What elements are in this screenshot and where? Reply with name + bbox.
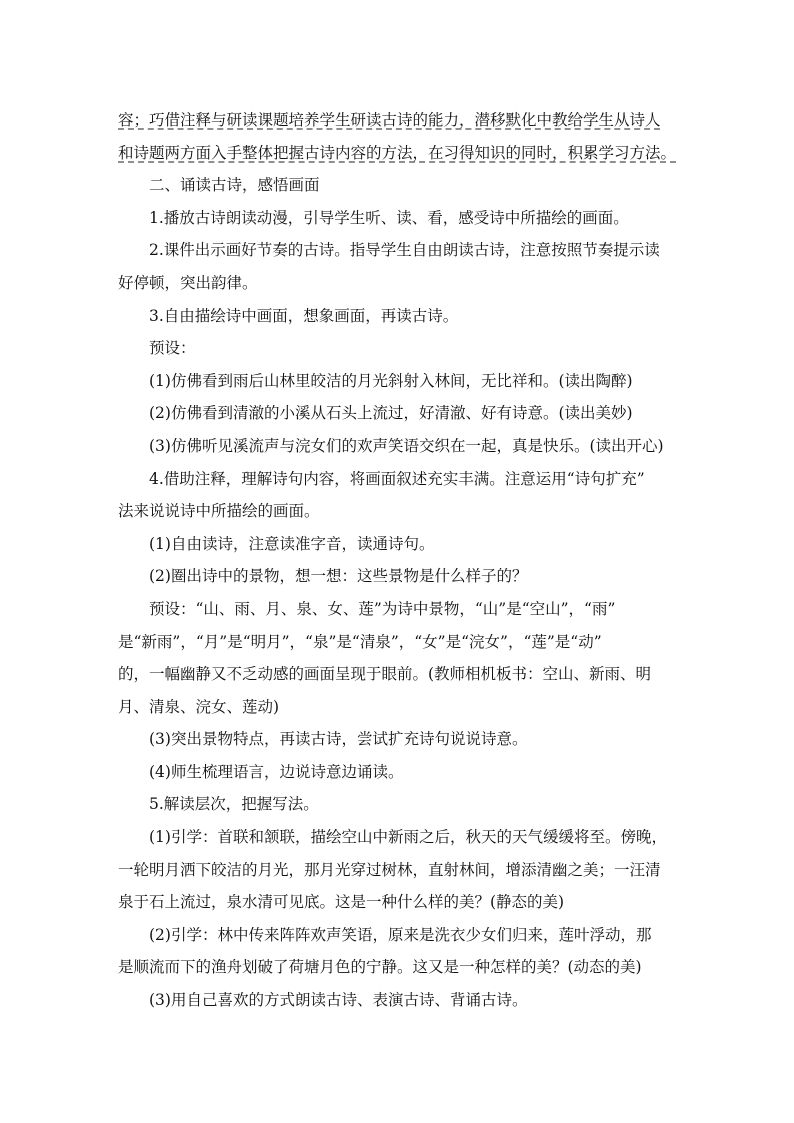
- paragraph-line: 3.自由描绘诗中画面，想象画面，再读古诗。: [149, 306, 459, 325]
- paragraph-line: 泉于石上流过，泉水清可见底。这是一种什么样的美？(静态的美): [118, 893, 565, 912]
- paragraph-line: 5.解读层次，把握写法。: [149, 795, 319, 814]
- paragraph-line: 是“新雨”，“月”是“明月”，“泉”是“清泉”，“女”是“浣女”，“莲”是“动”: [118, 632, 602, 651]
- paragraph-line: 是顺流而下的渔舟划破了荷塘月色的宁静。这又是一种怎样的美？(动态的美): [118, 958, 642, 977]
- list-item: (2)仿佛看到清澈的小溪从石头上流过，好清澈、好有诗意。(读出美妙): [149, 404, 633, 423]
- paragraph-line: 和诗题两方面入手整体把握古诗内容的方法，在习得知识的同时，积累学习方法。: [118, 143, 677, 162]
- paragraph-line: 好停顿，突出韵律。: [118, 273, 258, 292]
- list-item: (4)师生梳理语言，边说诗意边诵读。: [149, 762, 404, 781]
- paragraph-line: 4.借助注释，理解诗句内容，将画面叙述充实丰满。注意运用“诗句扩充”: [149, 469, 645, 488]
- list-item: (3)突出景物特点，再读古诗，尝试扩充诗句说说诗意。: [149, 730, 528, 749]
- paragraph-line: 预设：“山、雨、月、泉、女、莲”为诗中景物，“山”是“空山”，“雨”: [149, 599, 616, 618]
- list-item: (1)引学：首联和颔联，描绘空山中新雨之后，秋天的天气缓缓将至。傍晚，: [149, 828, 667, 847]
- paragraph-line: 预设：: [149, 339, 196, 358]
- list-item: (3)仿佛听见溪流声与浣女们的欢声笑语交织在一起，真是快乐。(读出开心): [149, 436, 664, 455]
- list-item: (1)自由读诗，注意读准字音，读通诗句。: [149, 534, 435, 553]
- paragraph-line: 一轮明月洒下皎洁的月光，那月光穿过树林，直射林间，增添清幽之美；一汪清: [118, 860, 661, 879]
- list-item: (2)引学：林中传来阵阵欢声笑语，原来是洗衣少女们归来，莲叶浮动，那: [149, 925, 652, 944]
- paragraph-line: 法来说说诗中所描绘的画面。: [118, 502, 320, 521]
- section-heading: 二、诵读古诗，感悟画面: [149, 176, 320, 195]
- document-body: [118, 104, 678, 1017]
- paragraph-line: 的，一幅幽静又不乏动感的画面呈现于眼前。(教师相机板书：空山、新雨、明: [118, 665, 652, 684]
- list-item: (1)仿佛看到雨后山林里皎洁的月光斜射入林间，无比祥和。(读出陶醉): [149, 371, 633, 390]
- paragraph-line: 月、清泉、浣女、莲动): [118, 697, 280, 716]
- list-item: (2)圈出诗中的景物，想一想：这些景物是什么样子的？: [149, 567, 528, 586]
- paragraph-line: 容；巧借注释与研读课题培养学生研读古诗的能力，潜移默化中教给学生从诗人: [118, 111, 661, 129]
- list-item: (3)用自己喜欢的方式朗读古诗、表演古诗、背诵古诗。: [149, 991, 528, 1010]
- paragraph-line: 2.课件出示画好节奏的古诗。指导学生自由朗读古诗，注意按照节奏提示读: [149, 241, 660, 260]
- paragraph-line: 1.播放古诗朗读动漫，引导学生听、读、看，感受诗中所描绘的画面。: [149, 208, 629, 227]
